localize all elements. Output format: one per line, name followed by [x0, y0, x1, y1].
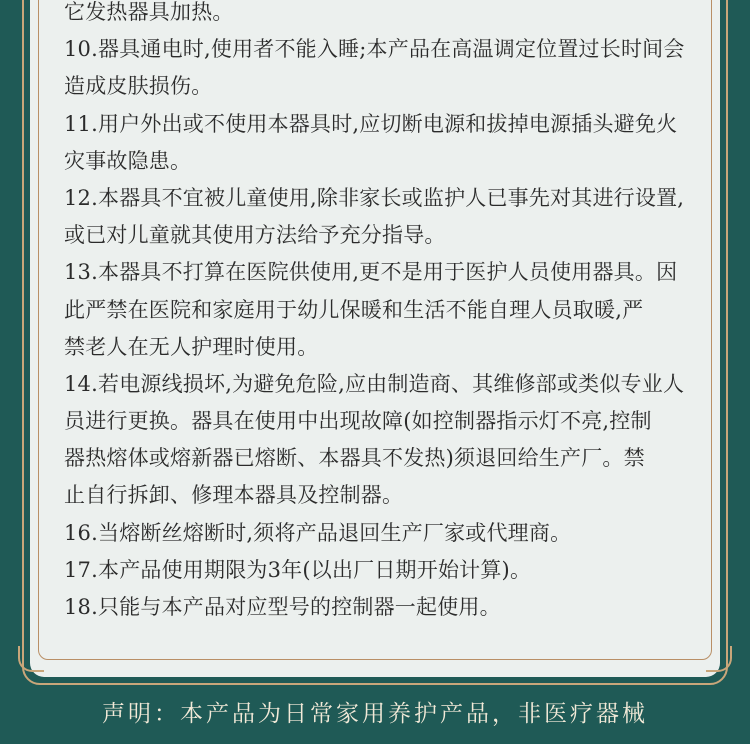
text-line: 14.若电源线损坏,为避免危险,应由制造商、其维修部或类似专业人	[64, 371, 685, 396]
instructions-text	[58, 0, 708, 626]
text-line: 10.器具通电时,使用者不能入睡;本产品在高温调定位置过长时间会	[64, 37, 685, 62]
text-line: 13.本器具不打算在医院供使用,更不是用于医护人员使用器具。因	[64, 260, 678, 285]
text-line: 止自行拆卸、修理本器具及控制器。	[64, 483, 404, 508]
text-line: 禁老人在无人护理时使用。	[64, 334, 319, 359]
text-line: 员进行更换。器具在使用中出现故障(如控制器指示灯不亮,控制	[64, 409, 652, 434]
corner-ornament-left	[18, 646, 44, 672]
text-line: 造成皮肤损伤。	[64, 74, 213, 99]
text-line: 18.只能与本产品对应型号的控制器一起使用。	[64, 595, 501, 619]
corner-ornament-right	[706, 646, 732, 672]
text-line: 器热熔体或熔新器已熔断、本器具不发热)须退回给生产厂。禁	[64, 446, 645, 471]
text-line: 17.本产品使用期限为3年(以出厂日期开始计算)。	[64, 557, 532, 582]
text-line: 12.本器具不宜被儿童使用,除非家长或监护人已事先对其进行设置,	[64, 185, 685, 210]
text-line: 16.当熔断丝熔断时,须将产品退回生产厂家或代理商。	[64, 520, 572, 545]
text-line: 灾事故隐患。	[64, 148, 192, 173]
text-line: 此严禁在医院和家庭用于幼儿保暖和生活不能自理人员取暖,严	[64, 297, 644, 322]
disclaimer-footer: 声明：本产品为日常家用养护产品，非医疗器械	[102, 701, 648, 727]
text-line: 或已对儿童就其使用方法给予充分指导。	[64, 223, 446, 248]
text-line: 它发热器具加热。	[64, 0, 234, 24]
text-line: 11.用户外出或不使用本器具时,应切断电源和拔掉电源插头避免火	[64, 111, 678, 136]
